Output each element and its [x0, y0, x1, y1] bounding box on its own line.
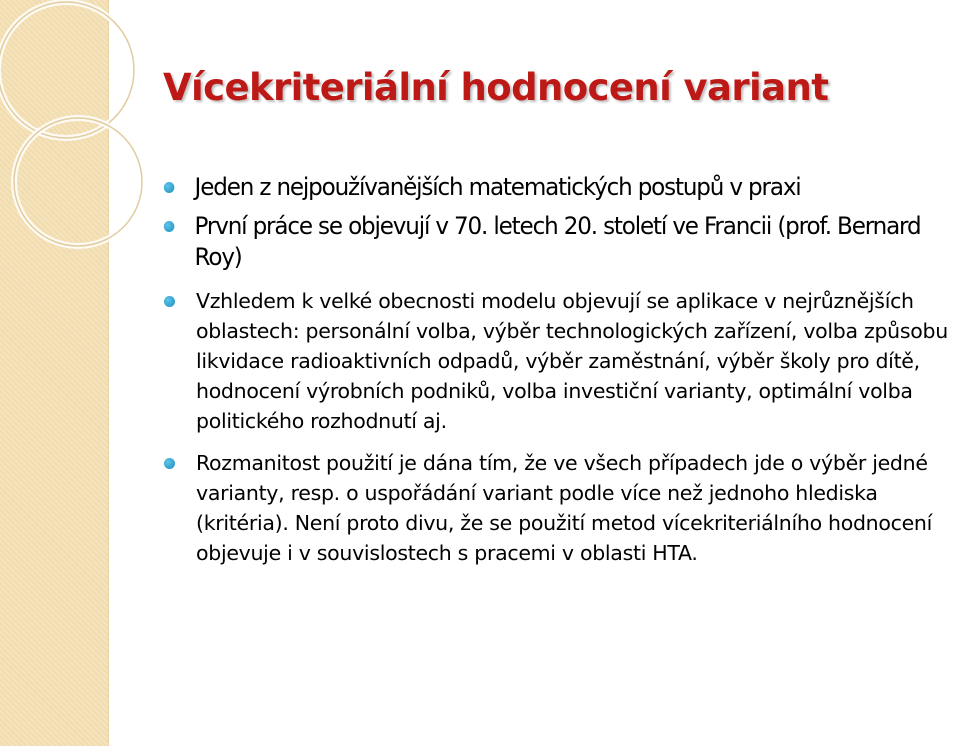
bullet-text: Vzhledem k velké obecnosti modelu objevují se aplikace v nejrůznějších oblastech: personální volba, výběr technologických zařízení, volba způsobu likvidace radioaktivních odpadů, výběr zaměstnání, výběr školy pro dítě, hodnocení výrobních podniků, volba investiční varianty, optimální volba politického rozhodnutí aj. [196, 289, 948, 433]
slide-title: Vícekriteriální hodnocení variant [163, 66, 829, 109]
round-blue-bullet-icon [164, 296, 175, 307]
bullet-list [160, 172, 960, 568]
circle-ring-decoration [0, 0, 160, 746]
bullet-text: Jeden z nejpoužívanějších matematických postupů v praxi [194, 173, 801, 201]
round-blue-bullet-icon [164, 182, 175, 193]
bullet-text: Rozmanitost použití je dána tím, že ve všech případech jde o výběr jedné varianty, resp. o uspořádání variant podle více než jednoho hlediska (kritéria). Není proto divu, že se použití metod vícekriteriálního hodnocení objevuje i v souvislostech s pracemi v oblasti HTA. [196, 451, 932, 565]
round-blue-bullet-icon [164, 458, 175, 469]
bullet-item [160, 211, 928, 273]
bullet-text: První práce se objevují v 70. letech 20. století ve Francii (prof. Bernard Roy) [194, 212, 921, 271]
bullet-item [160, 448, 960, 568]
bullet-item [160, 172, 928, 203]
round-blue-bullet-icon [164, 221, 175, 232]
bullet-item [160, 286, 960, 436]
